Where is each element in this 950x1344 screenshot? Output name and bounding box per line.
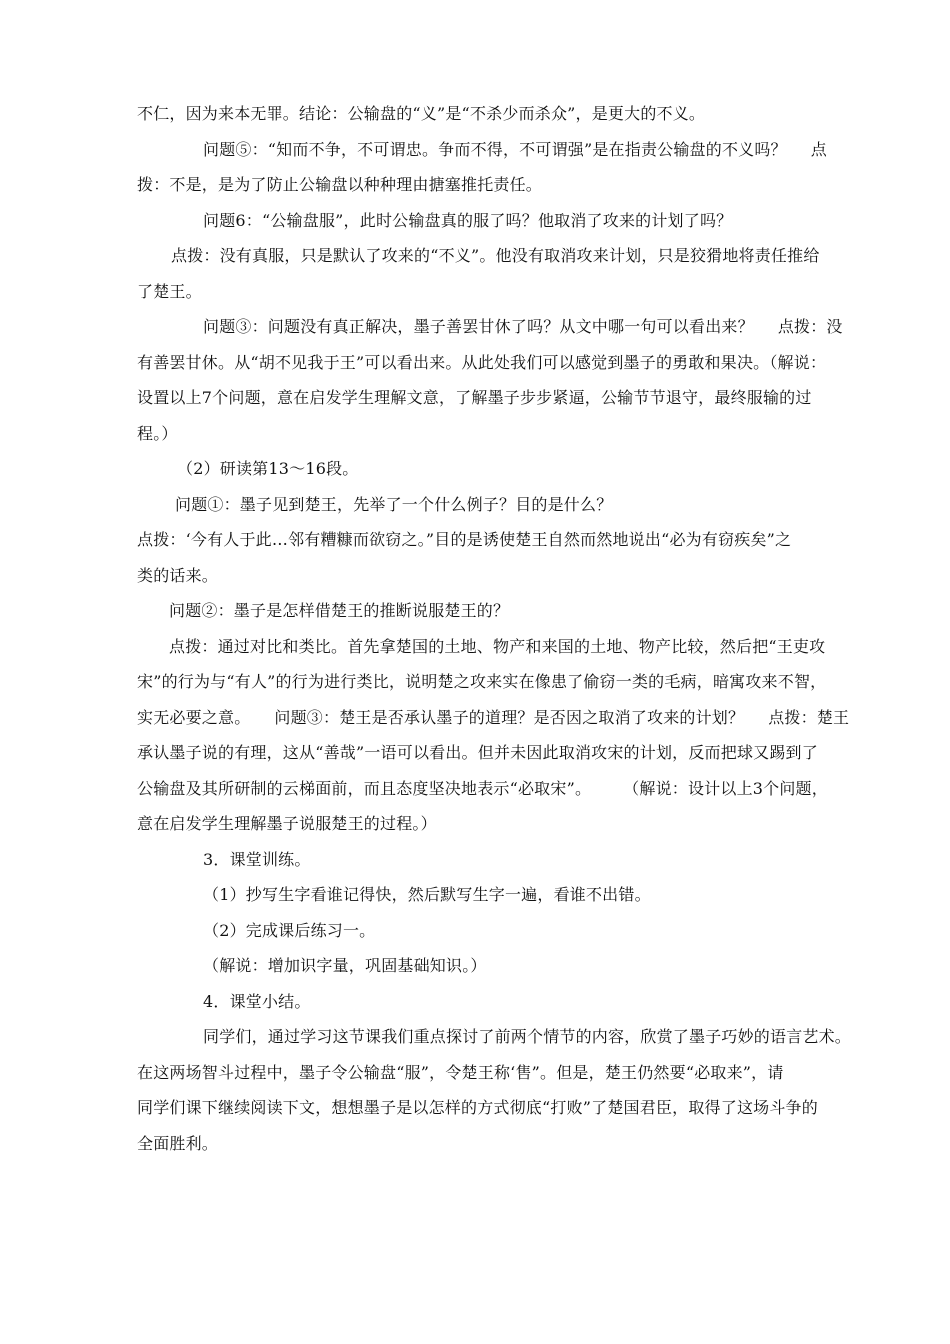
text-line: 点拨：没有真服，只是默认了攻来的“不义”。他没有取消攻来计划，只是狡猾地将责任推给 <box>171 246 820 265</box>
text-line: 有善罢甘休。从“胡不见我于王”可以看出来。从此处我们可以感觉到墨子的勇敢和果决。（解说： <box>137 352 827 372</box>
text-line: 承认墨子说的有理，这从“善哉”一语可以看出。但并未因此取消攻宋的计划，反而把球又踢到了 <box>137 743 818 762</box>
text-line: （2）完成课后练习一。 <box>203 920 376 940</box>
text-line <box>137 700 865 736</box>
text-line: 点拨：‘今有人于此…邻有糟糠而欲窃之。”目的是诱使楚王自然而然地说出“必为有窃疾矣”之 <box>137 530 792 549</box>
text-line: （解说：增加识字量，巩固基础知识。） <box>203 956 487 975</box>
text-line: 宋”的行为与“有人”的行为进行类比，说明楚之攻来实在像患了偷窃一类的毛病，暗寓攻来不智， <box>137 672 827 691</box>
question-5: 问题⑤：“知而不争，不可谓忠。争而不得，不可谓强”是在指责公输盘的不义吗？ <box>203 139 787 159</box>
section-heading: 4．课堂小结。 <box>203 991 311 1011</box>
text-line: 问题6：“公输盘服”，此时公输盘真的服了吗？他取消了攻来的计划了吗？ <box>203 210 733 230</box>
text-line: 不仁，因为来本无罪。结论：公输盘的“义”是“不杀少而杀众”，是更大的不义。 <box>137 104 706 123</box>
text-line: 同学们，通过学习这节课我们重点探讨了前两个情节的内容，欣赏了墨子巧妙的语言艺术。 <box>203 1027 852 1046</box>
text-line: 设置以上7个问题，意在启发学生理解文意，了解墨子步步紧逼，公输节节退守，最终服输的过 <box>137 388 812 407</box>
document-page <box>137 96 865 1161</box>
text-line: 全面胜利。 <box>137 1133 219 1153</box>
question-3: 问题③：问题没有真正解决，墨子善罢甘休了吗？从文中哪一句可以看出来？ <box>203 317 754 336</box>
text-line: （1）抄写生字看谁记得快，然后默写生字一遍，看谁不出错。 <box>203 885 651 904</box>
text-line: 类的话来。 <box>137 565 219 585</box>
text-line: 拨：不是，是为了防止公输盘以种种理由搪塞推托责任。 <box>137 175 543 194</box>
text-segment: 公输盘及其所研制的云梯面前，而且态度坚决地表示“必取宋”。 <box>137 778 592 798</box>
text-line <box>137 771 865 807</box>
question-3b: 问题③：楚王是否承认墨子的道理？是否因之取消了攻来的计划？ <box>274 707 745 727</box>
text-line <box>137 132 865 168</box>
text-line: 程。） <box>137 423 178 443</box>
note-segment: （解说：设计以上3个问题， <box>623 778 828 798</box>
text-line <box>137 309 865 345</box>
text-line: 在这两场智斗过程中，墨子令公输盘“服”，令楚王称‘售”。但是，楚王仍然要“必取来”，请 <box>137 1062 784 1082</box>
text-line: 问题②：墨子是怎样借楚王的推断说服楚王的？ <box>169 601 510 620</box>
text-line: 问题①：墨子见到楚王，先举了一个什么例子？目的是什么？ <box>175 494 613 514</box>
section-heading: （2）研读第13～16段。 <box>177 459 359 478</box>
text-line: 意在启发学生理解墨子说服楚王的过程。） <box>137 814 437 833</box>
hint-label: 点拨：没 <box>777 317 843 336</box>
hint-label: 点拨：楚王 <box>768 707 850 727</box>
text-line: 同学们课下继续阅读下文，想想墨子是以怎样的方式彻底“打败”了楚国君臣，取得了这场斗争的 <box>137 1098 818 1117</box>
section-heading: 3．课堂训练。 <box>203 849 311 869</box>
hint-label: 点 <box>810 139 827 159</box>
text-line: 了楚王。 <box>137 281 202 301</box>
text-line: 点拨：通过对比和类比。首先拿楚国的土地、物产和来国的土地、物产比较，然后把“王吏攻 <box>169 636 826 656</box>
text-segment: 实无必要之意。 <box>137 707 251 727</box>
